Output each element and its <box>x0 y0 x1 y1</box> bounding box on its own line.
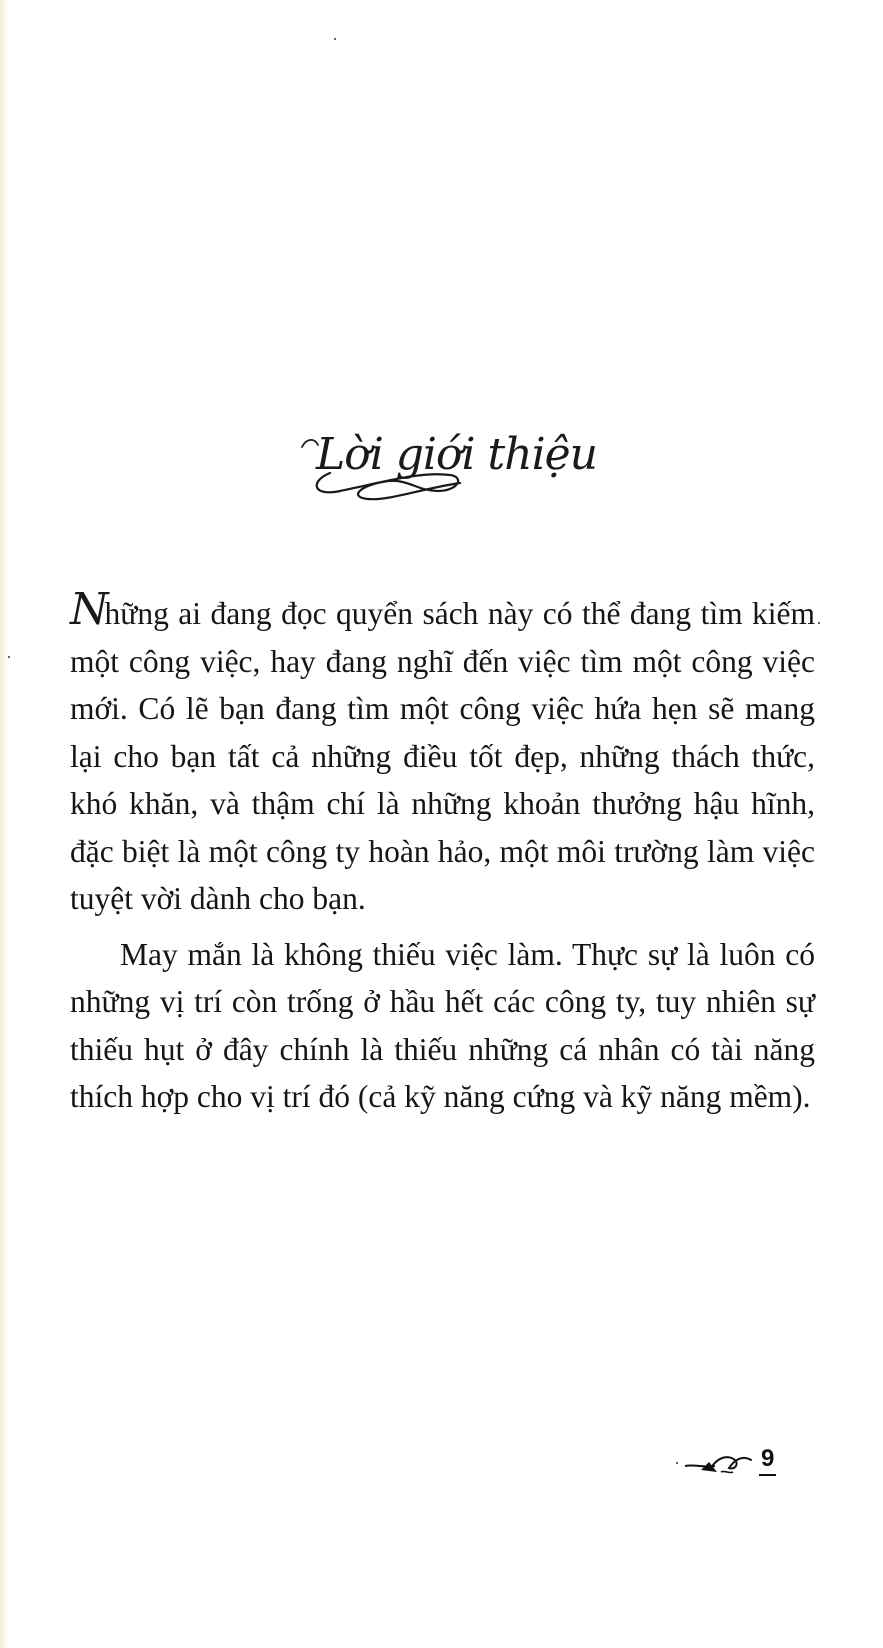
paragraph-1-text: hững ai đang đọc quyển sách này có thể đang tìm kiếm một công việc, hay đang nghĩ đến việc tìm một công việc mới. Có lẽ bạn đang tìm một công việc hứa hẹn sẽ mang lại cho bạn tất cả những điều tốt đẹp, những thách thức, khó khăn, và thậm chí là những khoản thưởng hậu hĩnh, đặc biệt là một công ty hoàn hảo, một môi trường làm việc tuyệt vời dành cho bạn. <box>70 596 815 916</box>
body-text <box>70 584 815 1121</box>
dropcap-block <box>70 584 105 635</box>
chapter-title-block <box>300 425 598 525</box>
paragraph-2: May mắn là không thiếu việc làm. Thực sự là luôn có những vị trí còn trống ở hầu hết các công ty, tuy nhiên sự thiếu hụt ở đây chính là thiếu những cá nhân có tài năng thích hợp cho vị trí đó (cả kỹ năng cứng và kỹ năng mềm). <box>70 936 815 1114</box>
print-speck <box>676 1462 678 1464</box>
print-speck <box>818 622 820 624</box>
page-number: 9 <box>759 1444 776 1476</box>
chapter-title: Lời giới thiệu <box>316 429 598 480</box>
print-speck <box>334 38 336 40</box>
print-speck <box>8 656 10 658</box>
footer-ornament-icon <box>681 1446 757 1476</box>
page-edge-shadow <box>0 0 10 1648</box>
paragraph-1 <box>70 584 815 923</box>
dropcap-letter: N <box>70 584 105 635</box>
page-footer <box>681 1442 791 1482</box>
